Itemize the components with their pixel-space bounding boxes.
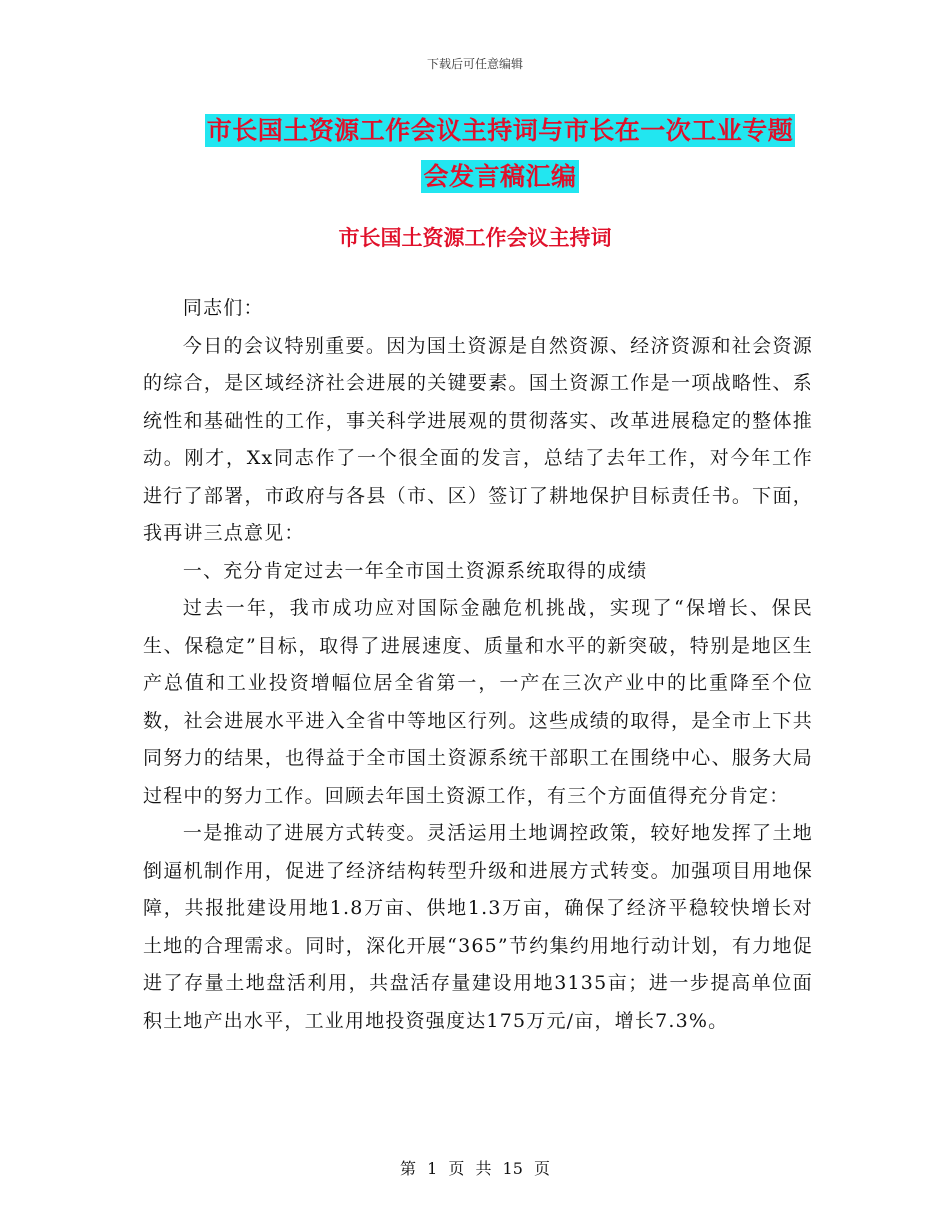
document-title xyxy=(140,108,860,200)
document-title-line-1: 市长国土资源工作会议主持词与市长在一次工业专题 xyxy=(206,116,794,145)
paragraph-point-1: 一是推动了进展方式转变。灵活运用土地调控政策，较好地发挥了土地倒逼机制作用，促进了经济结构转型升级和进展方式转变。加强项目用地保障，共报批建设用地1.8万亩、供地1.3万亩，确保了经济平稳较快增长对土地的合理需求。同时，深化开展“365”节约集约用地行动计划，有力地促进了存量土地盘活利用，共盘活存量建设用地3135亩；进一步提高单位面积土地产出水平，工业用地投资强度达175万元/亩，增长7.3%。 xyxy=(143,822,813,1032)
paragraph-heading-1: 一、充分肯定过去一年全市国土资源系统取得的成绩 xyxy=(182,559,648,582)
document-title-line-2: 会发言稿汇编 xyxy=(423,162,577,191)
document-body xyxy=(143,290,813,1040)
paragraph-review: 过去一年，我市成功应对国际金融危机挑战，实现了“保增长、保民生、保稳定”目标，取得了进展速度、质量和水平的新突破，特别是地区生产总值和工业投资增幅位居全省第一，一产在三次产业中的比重降至个位数，社会进展水平进入全省中等地区行列。这些成绩的取得，是全市上下共同努力的结果，也得益于全市国土资源系统干部职工在围绕中心、服务大局过程中的努力工作。回顾去年国土资源工作，有三个方面值得充分肯定： xyxy=(143,597,813,807)
paragraph-salutation: 同志们： xyxy=(182,297,264,319)
page-header-note: 下载后可任意编辑 xyxy=(426,57,523,71)
paragraph-intro: 今日的会议特别重要。因为国土资源是自然资源、经济资源和社会资源的综合，是区域经济社会进展的关键要素。国土资源工作是一项战略性、系统性和基础性的工作，事关科学进展观的贯彻落实、改革进展稳定的整体推动。刚才，Xx同志作了一个很全面的发言，总结了去年工作，对今年工作进行了部署，市政府与各县（市、区）签订了耕地保护目标责任书。下面，我再讲三点意见： xyxy=(143,334,813,544)
page-footer: 第 1 页 共 15 页 xyxy=(400,1159,550,1178)
section-title: 市长国土资源工作会议主持词 xyxy=(338,226,612,250)
